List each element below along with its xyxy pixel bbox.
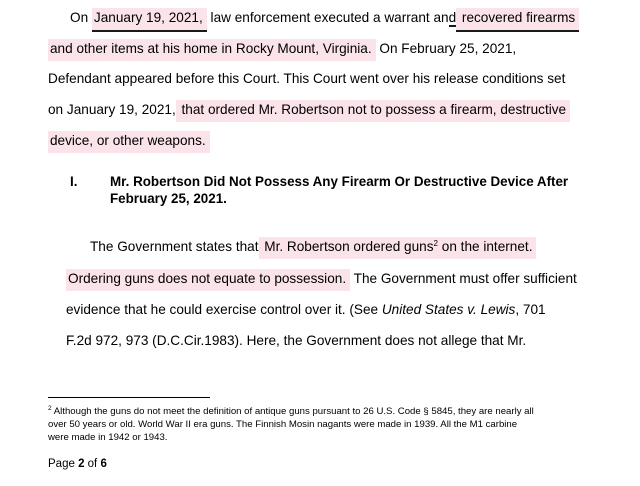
- text: The Government must offer sufficient: [350, 271, 577, 286]
- page-label: Page: [48, 458, 79, 470]
- para1-line3: [48, 70, 565, 88]
- para1-line1: [70, 9, 579, 27]
- footnote-line1: [48, 405, 534, 419]
- highlight-part: Mr. Robertson ordered guns: [260, 239, 434, 254]
- para1-line2: [48, 40, 516, 58]
- text: Although the guns do not meet the definition of antique guns pursuant to 26 U.S. Code § 5845, they are nearly all: [51, 406, 534, 417]
- footnote-line2: over 50 years or old. World War II era guns. The Finnish Mosin nagants were made in 1939. All the M1 carbine: [48, 419, 518, 430]
- section-title-line1: Mr. Robertson Did Not Possess Any Firearm Or Destructive Device After: [110, 174, 569, 189]
- highlighted-text: and other items at his home in Rocky Mount, Virginia.: [48, 39, 376, 61]
- text: F.2d 972, 973 (D.C.Cir.1983). Here, the Government does not allege that Mr.: [66, 333, 527, 348]
- para2-line2: [66, 270, 577, 288]
- text: law enforcement executed a warrant an: [206, 10, 449, 25]
- para1-line4: [48, 101, 570, 119]
- text: On: [70, 10, 92, 25]
- footnote-line3: were made in 1942 or 1943.: [48, 432, 168, 443]
- para2-line3: [66, 301, 546, 319]
- highlighted-text: Ordering guns does not equate to possession.: [66, 269, 350, 291]
- highlighted-recovered-firearms: recovered firearms: [456, 8, 579, 32]
- case-citation: United States v. Lewis: [381, 302, 516, 317]
- underlined-text: d: [448, 10, 457, 25]
- page-current: 2: [78, 458, 85, 470]
- footnote-separator: [48, 397, 210, 398]
- underlined-date: January 19, 2021,: [92, 8, 207, 32]
- highlight-part: on the internet.: [438, 239, 533, 254]
- section-number: I.: [70, 174, 78, 189]
- footnote-ref: 2: [433, 239, 438, 248]
- text: on January 19, 2021,: [48, 102, 176, 117]
- para1-line5: [48, 132, 210, 150]
- page-number: [48, 457, 107, 471]
- para2-line1: [90, 238, 536, 256]
- highlighted-text: that ordered Mr. Robertson not to possess a firearm, destructive: [176, 100, 570, 122]
- footnote-marker: 2: [48, 405, 52, 412]
- section-title-line2: February 25, 2021.: [110, 191, 227, 206]
- text: On February 25, 2021,: [375, 41, 517, 56]
- text: Defendant appeared before this Court. This Court went over his release conditions set: [48, 71, 566, 86]
- para2-line4: [66, 332, 526, 350]
- text: , 701: [515, 302, 546, 317]
- text: evidence that he could exercise control over it. (See: [66, 302, 382, 317]
- page-total: 6: [100, 458, 107, 470]
- highlighted-text: device, or other weapons.: [48, 131, 210, 153]
- page-of: of: [84, 458, 101, 470]
- highlighted-text: [259, 237, 537, 259]
- text: The Government states that: [90, 239, 259, 254]
